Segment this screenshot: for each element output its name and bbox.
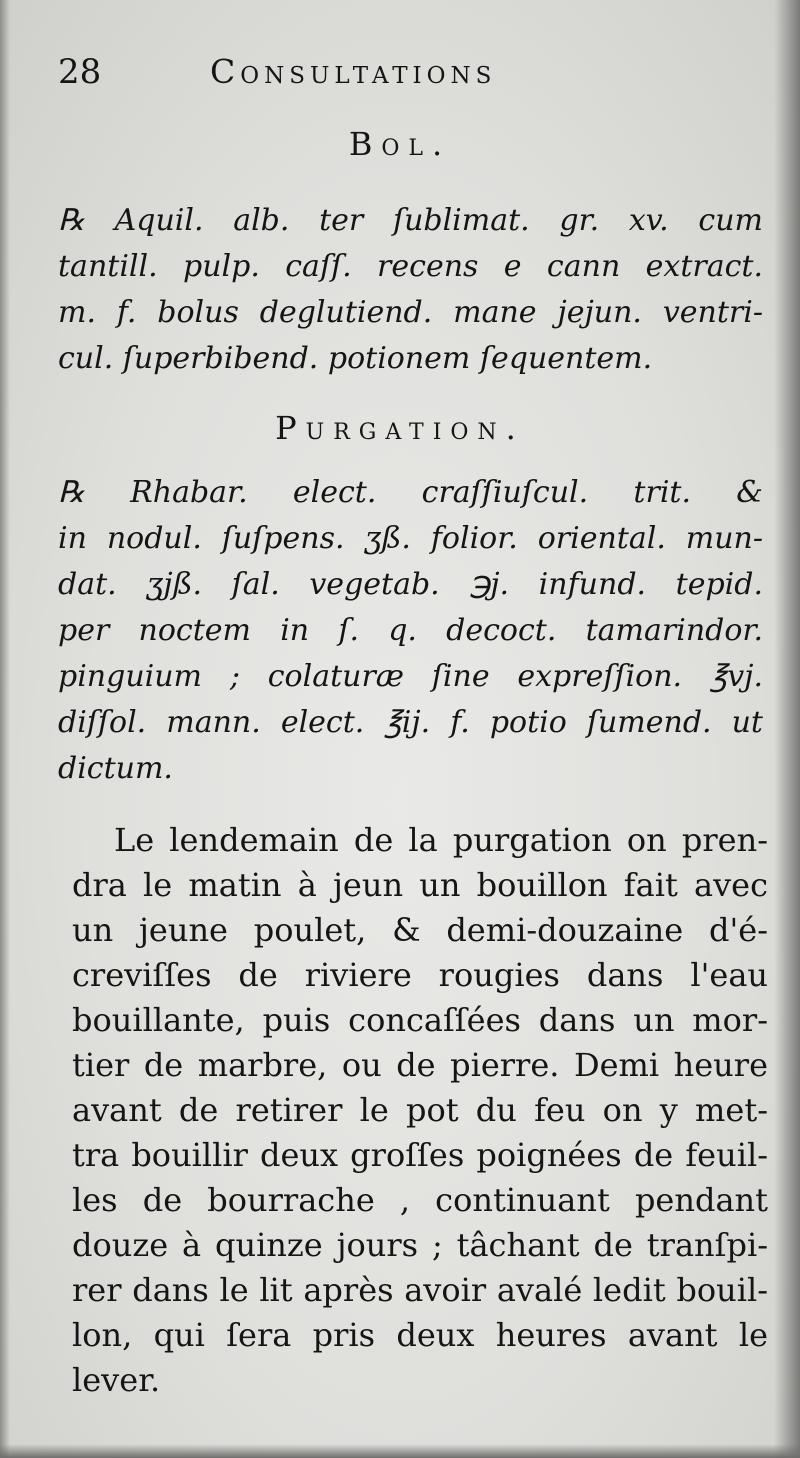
prescription-line: per noctem in ſ. q. decoct. tamarindor. — [58, 613, 763, 648]
paragraph-line: avant de retirer le pot du feu on y met- — [72, 1091, 768, 1129]
paragraph-line: tier de marbre, ou de pierre. Demi heure — [72, 1046, 768, 1084]
prescription-line: m. f. bolus deglutiend. mane jejun. ventri- — [58, 295, 763, 330]
prescription-line: cul. ſuperbibend. potionem ſequentem. — [58, 341, 653, 376]
instructions-paragraph — [72, 818, 768, 1403]
prescription-line: ℞ Rhabar. elect. craſſiuſcul. trit. & — [58, 475, 763, 510]
bol-prescription — [58, 198, 763, 382]
paragraph-line: douze à quinze jours ; tâchant de tranſpi- — [72, 1226, 768, 1264]
page-edge-shadow-bottom — [0, 1444, 800, 1458]
paragraph-line: Le lendemain de la purgation on pren- — [114, 821, 768, 859]
prescription-line: ℞ Aquil. alb. ter ſublimat. gr. xv. cum — [58, 203, 763, 238]
page-number: 28 — [58, 52, 102, 92]
paragraph-line: bouillante, puis concaſſées dans un mor- — [72, 1001, 768, 1039]
paragraph-line: tra bouillir deux groſſes poignées de feuil- — [72, 1136, 768, 1174]
paragraph-line: lon, qui ſera pris deux heures avant le — [72, 1316, 768, 1354]
paragraph-line: creviſſes de riviere rougies dans l'eau — [72, 956, 768, 994]
paragraph-line: lever. — [72, 1361, 161, 1399]
page-edge-shadow-right — [774, 0, 800, 1458]
purgation-prescription — [58, 470, 763, 792]
prescription-line: tantill. pulp. caſſ. recens e cann extract. — [58, 249, 763, 284]
prescription-line: pinguium ; colaturæ ſine expreſſion. ℥vj. — [58, 659, 763, 694]
paragraph-line: un jeune poulet, & demi-douzaine d'é- — [72, 911, 768, 949]
section-title-purgation: Purgation. — [275, 409, 525, 447]
running-title: Consultations — [210, 52, 497, 91]
section-title-bol: Bol. — [348, 125, 452, 163]
paragraph-line: rer dans le lit après avoir avalé ledit bouil- — [72, 1271, 768, 1309]
paragraph-line: les de bourrache , continuant pendant — [72, 1181, 768, 1219]
prescription-line: diſſol. mann. elect. ℥ij. f. potio ſumend. ut — [58, 705, 763, 740]
paragraph-line: dra le matin à jeun un bouillon fait avec — [72, 866, 768, 904]
running-head — [58, 46, 618, 96]
prescription-line: in nodul. ſuſpens. ʒß. folior. oriental. mun- — [58, 521, 763, 556]
page-edge-shadow-left — [0, 0, 10, 1458]
prescription-line: dictum. — [58, 751, 173, 786]
prescription-line: dat. ʒjß. ſal. vegetab. ℈j. infund. tepid. — [58, 567, 763, 602]
